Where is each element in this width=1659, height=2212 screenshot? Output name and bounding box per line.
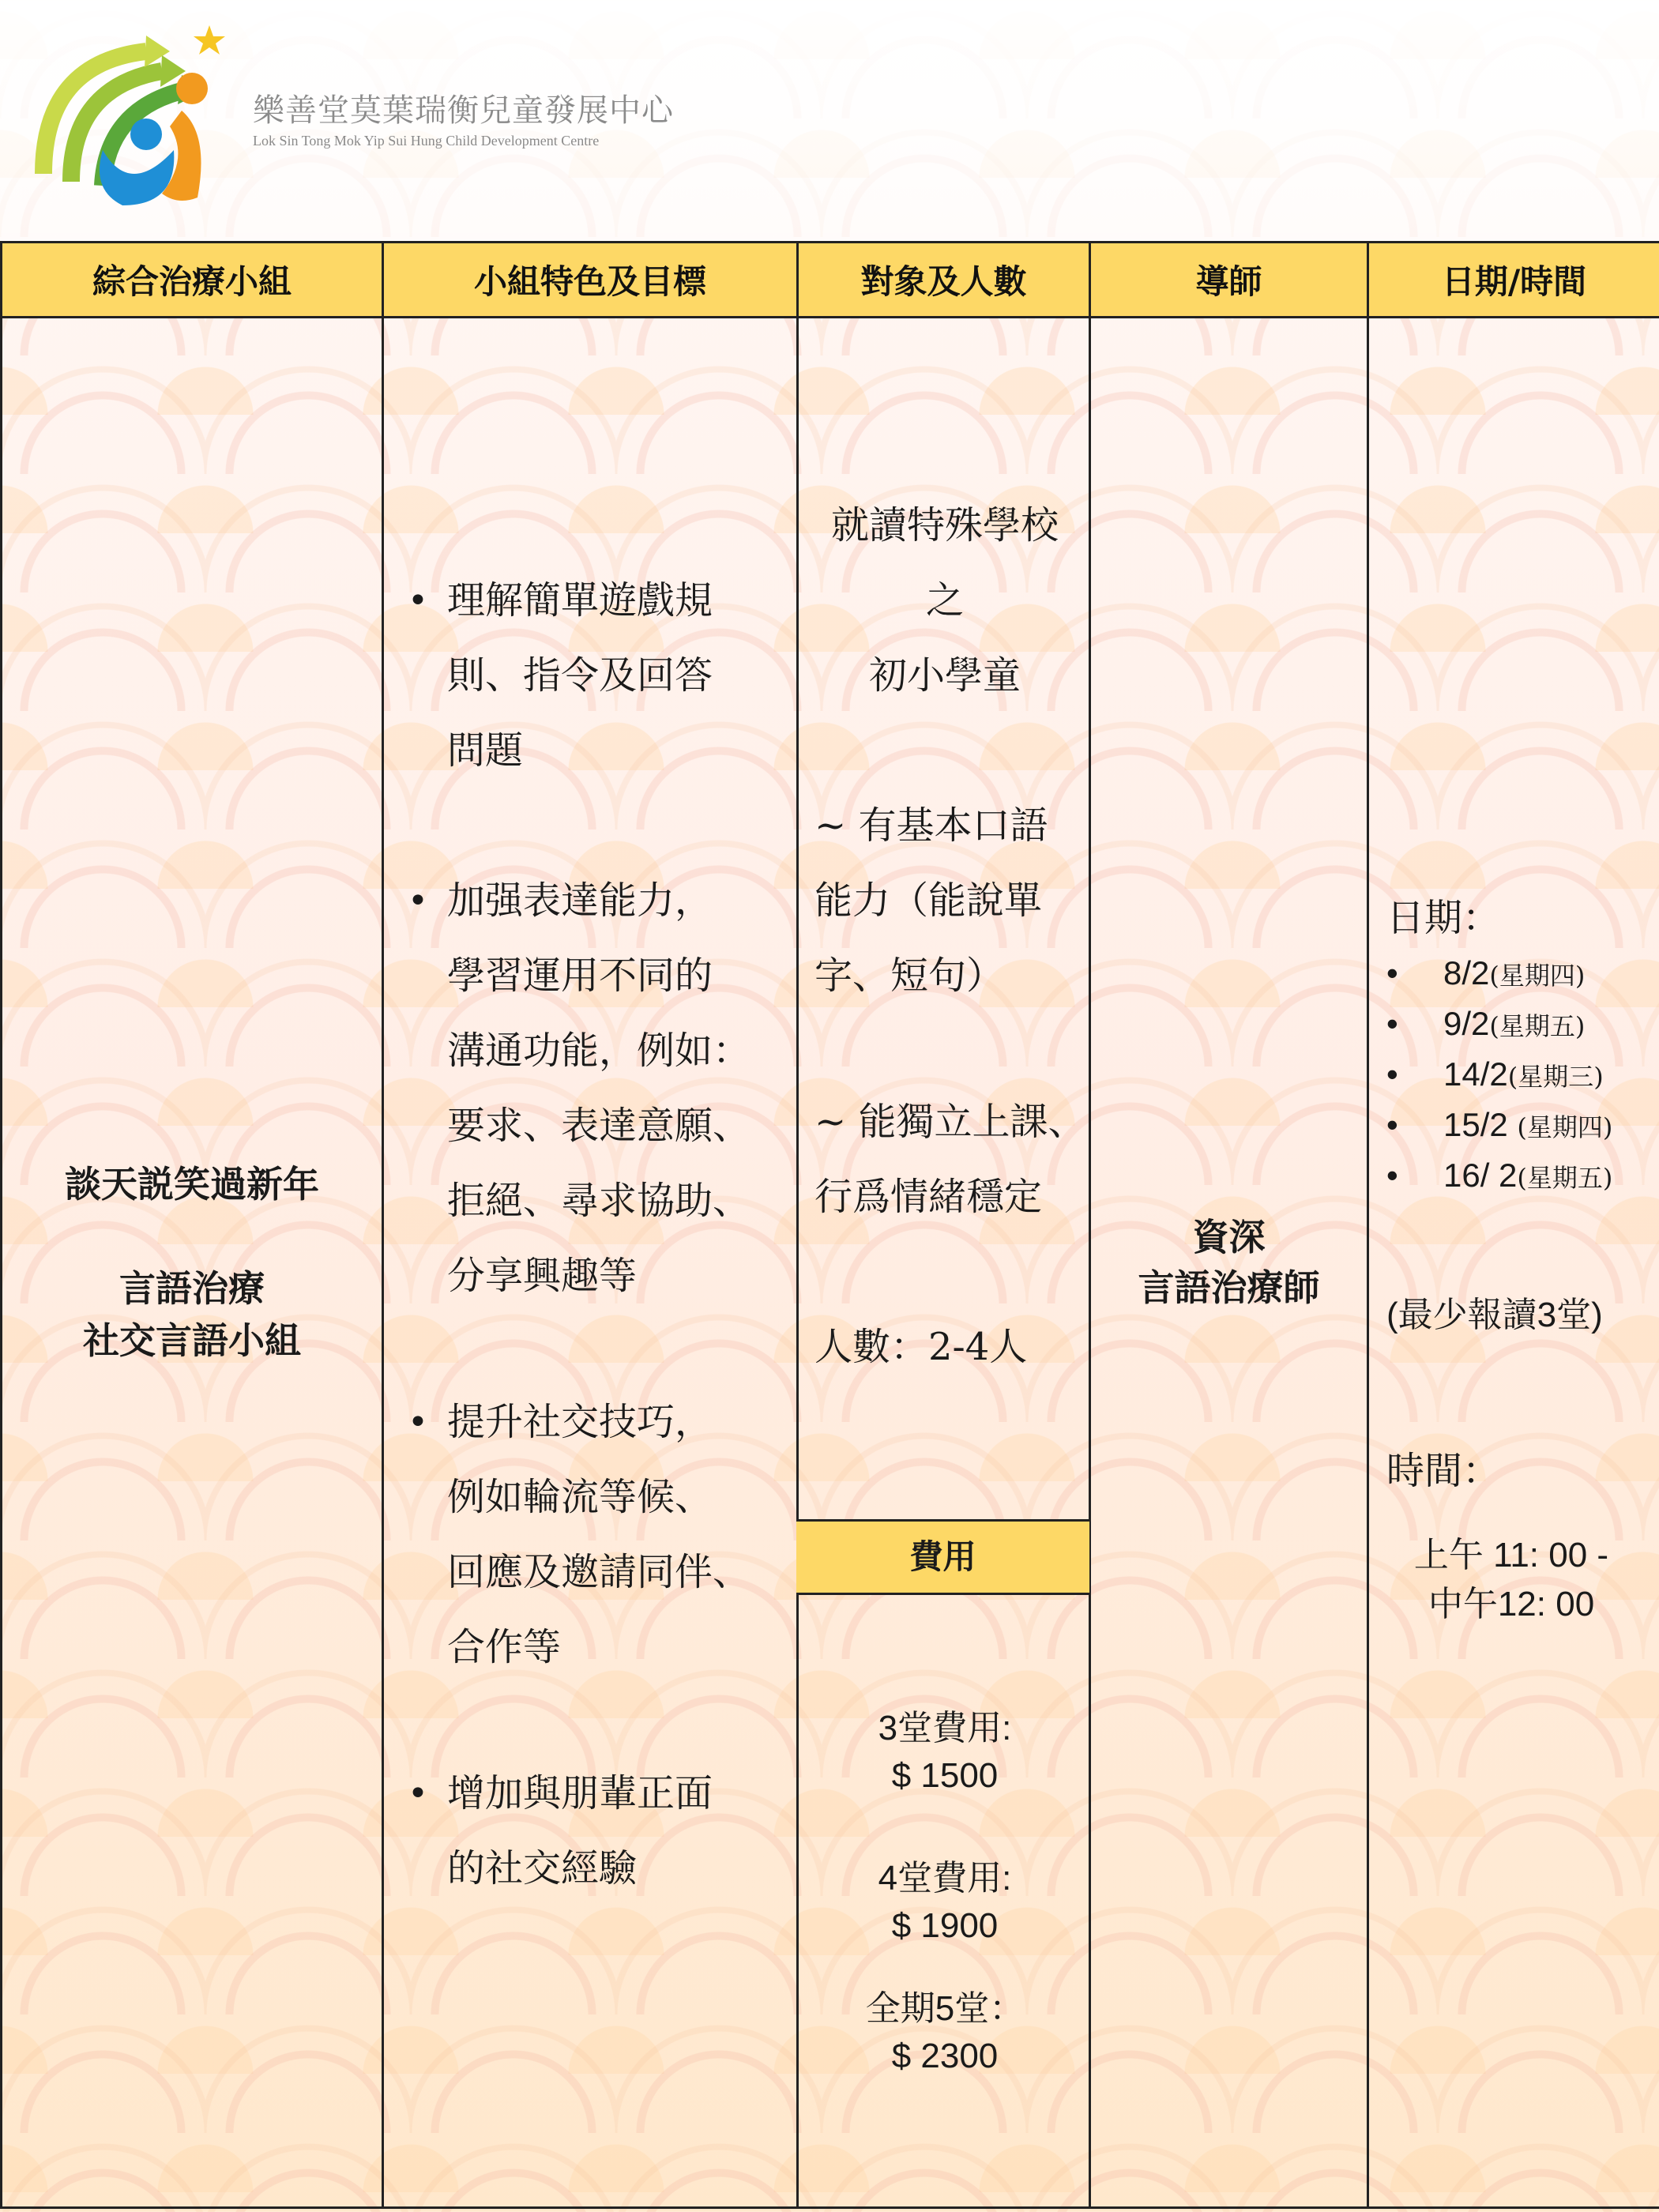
date-value: 14/2 [1443, 1055, 1508, 1093]
bullet-icon: • [1386, 954, 1398, 991]
schedule-content [1369, 318, 1659, 2206]
feature-line: 提升社交技巧， [447, 1400, 713, 1444]
fee-label: 3堂費用: [878, 1709, 1012, 1747]
date-value: 16/ 2 [1443, 1157, 1518, 1194]
feature-line: 回應及邀請同伴、 [447, 1550, 751, 1594]
weekday: (星期五) [1489, 1011, 1586, 1041]
feature-line: 要求、表達意願、 [447, 1104, 751, 1148]
feature-line: 的社交經驗 [447, 1846, 638, 1890]
bullet-icon: • [1386, 1157, 1398, 1194]
list-item [384, 1385, 779, 1685]
feature-line: 增加與朋輩正面 [447, 1771, 713, 1815]
tutor-line2: 言語治療師 [1138, 1266, 1320, 1309]
date-value: 8/2 [1443, 954, 1490, 991]
weekday: (星期四) [1489, 961, 1586, 991]
group-name-cell [2, 318, 383, 2208]
org-name-en: Lok Sin Tong Mok Yip Sui Hung Child Development Centre [253, 133, 600, 149]
schedule-cell [1368, 318, 1659, 2208]
target-line: ~ 能獨立上課、 [814, 1100, 1086, 1144]
feature-line: 學習運用不同的 [447, 954, 713, 998]
features-cell [383, 318, 798, 2208]
feature-line: 加强表達能力， [447, 878, 713, 923]
fee-label: 4堂費用: [878, 1859, 1012, 1898]
bullet-icon: • [408, 1402, 428, 1443]
list-item [1386, 1005, 1585, 1055]
group-subtitle-line1: 言語治療 [119, 1267, 265, 1310]
target-cell [798, 318, 1090, 2208]
list-item [1386, 954, 1585, 1005]
fee-amount: $ 1900 [891, 1906, 999, 1945]
fee-amount: $ 2300 [891, 2037, 999, 2075]
col-header-features: 小組特色及目標 [383, 243, 798, 318]
date-value: 15/2 [1443, 1106, 1518, 1143]
bullet-icon: • [1386, 1005, 1398, 1042]
group-subtitle-line2: 社交言語小組 [83, 1319, 301, 1362]
fee-label: 全期5堂： [865, 1989, 1025, 2028]
tutor-cell [1090, 318, 1368, 2208]
fee-amount: $ 1500 [891, 1756, 999, 1795]
time-line: 中午12: 00 [1428, 1585, 1595, 1623]
min-sessions-note: (最少報讀3堂) [1386, 1296, 1603, 1334]
target-line: 能力（能說單 [814, 878, 1043, 923]
bullet-icon: • [1386, 1055, 1398, 1093]
feature-line: 拒絕、尋求協助、 [447, 1179, 751, 1223]
date-value: 9/2 [1443, 1005, 1490, 1042]
table-row [2, 318, 1659, 2208]
course-table [0, 241, 1659, 2209]
col-header-target: 對象及人數 [798, 243, 1090, 318]
bullet-icon: • [408, 1774, 428, 1814]
weekday: (星期四) [1517, 1112, 1613, 1142]
bullet-icon: • [408, 881, 428, 921]
weekday: (星期三) [1507, 1062, 1604, 1092]
list-item [1386, 1157, 1612, 1207]
target-line: 初小學童 [868, 653, 1021, 698]
table-header-row [2, 243, 1659, 318]
list-item [384, 1756, 779, 1906]
feature-line: 合作等 [447, 1625, 562, 1669]
feature-line: 則、指令及回答 [447, 653, 713, 698]
feature-line: 例如輪流等候、 [447, 1475, 713, 1519]
target-line: ~ 有基本口語 [814, 803, 1048, 848]
list-item [1386, 1055, 1604, 1106]
list-item [1386, 1106, 1612, 1157]
col-header-tutor: 導師 [1090, 243, 1368, 318]
org-name-zh: 樂善堂莫葉瑞衡兒童發展中心 [253, 92, 674, 129]
page-header [0, 0, 1659, 241]
target-line: 字、短句） [814, 954, 1005, 998]
target-content [799, 318, 1089, 2206]
feature-line: 分享興趣等 [447, 1254, 638, 1298]
target-line: 就讀特殊學校 [830, 503, 1059, 547]
group-title: 談天説笑過新年 [65, 1163, 319, 1206]
bullet-icon: • [408, 581, 428, 621]
fee-heading: 費用 [796, 1519, 1089, 1595]
bullet-icon: • [1386, 1106, 1398, 1143]
tutor-line1: 資深 [1192, 1216, 1266, 1258]
target-line: 之 [925, 578, 964, 623]
time-label: 時間： [1386, 1449, 1501, 1493]
time-line: 上午 11: 00 - [1413, 1536, 1609, 1574]
col-header-group: 綜合治療小組 [2, 243, 383, 318]
date-label: 日期： [1386, 896, 1501, 940]
col-header-schedule: 日期/時間 [1368, 243, 1659, 318]
feature-line: 溝通功能，例如： [447, 1029, 751, 1073]
feature-line: 問題 [447, 728, 524, 773]
feature-line: 理解簡單遊戲規 [447, 578, 713, 623]
centre-logo [28, 16, 229, 213]
list-item [384, 563, 779, 788]
group-size: 人數：2-4人 [814, 1325, 1028, 1369]
list-item [384, 863, 779, 1314]
target-line: 行爲情緒穩定 [814, 1175, 1043, 1219]
weekday: (星期五) [1517, 1163, 1613, 1193]
